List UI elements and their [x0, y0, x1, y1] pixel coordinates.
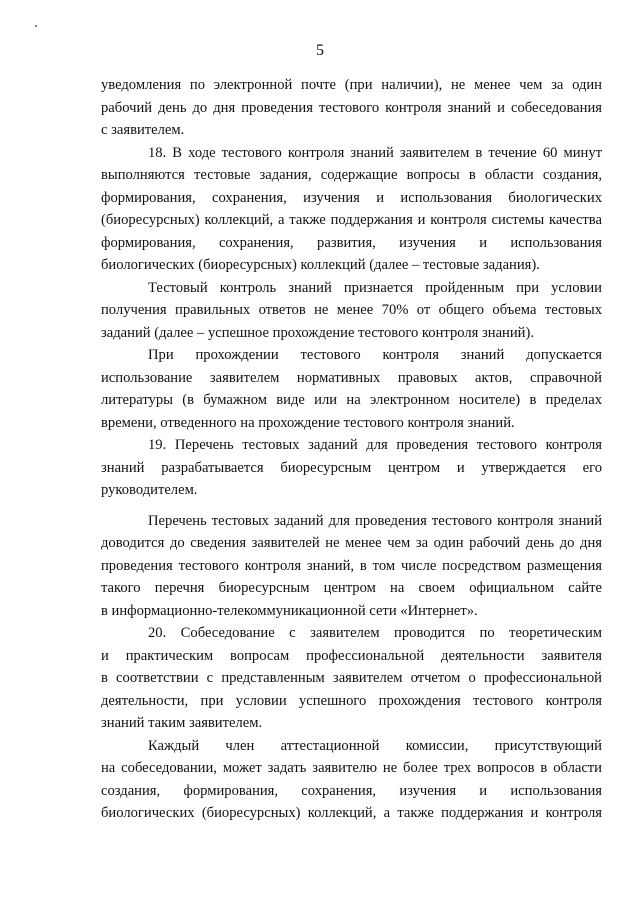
text-line: уведомления по электронной почте (при наличии), не менее чем за один — [101, 77, 602, 93]
text-line: 19. Перечень тестовых заданий для проведения тестового контроля — [148, 437, 602, 453]
text-line: деятельности, при условии успешного прохождения тестового контроля — [101, 692, 602, 709]
text-line: Каждый член аттестационной комиссии, присутствующий — [148, 737, 602, 754]
text-line: выполняются тестовые задания, содержащие вопросы в области создания, — [101, 167, 602, 183]
text-line: заданий (далее – успешное прохождение тестового контроля знаний). — [101, 324, 534, 341]
text-line: в информационно-телекоммуникационной сети «Интернет». — [101, 602, 478, 619]
text-line: Тестовый контроль знаний признается пройденным при условии — [148, 279, 602, 296]
text-line: руководителем. — [101, 482, 198, 498]
text-line: в соответствии с представленным заявителем отчетом о профессиональной — [101, 670, 602, 686]
text-line: литературы (в бумажном виде или на электронном носителе) в пределах — [101, 392, 602, 408]
text-line: биологических (биоресурсных) коллекций, а также поддержания и контроля — [101, 805, 602, 821]
text-line: биологических (биоресурсных) коллекций (далее – тестовые задания). — [101, 257, 540, 273]
text-line: с заявителем. — [101, 122, 185, 138]
text-line: Перечень тестовых заданий для проведения тестового контроля знаний — [148, 512, 602, 529]
text-line: знаний разрабатывается биоресурсным центром и утверждается его — [101, 459, 602, 476]
scan-speck — [35, 25, 37, 27]
text-line: времени, отведенного на прохождение тестового контроля знаний. — [101, 414, 515, 431]
text-line: на собеседовании, может задать заявителю не более трех вопросов в области — [101, 760, 602, 776]
text-line: При прохождении тестового контроля знаний допускается — [148, 347, 602, 363]
text-line: и практическим вопросам профессиональной деятельности заявителя — [101, 647, 602, 664]
text-line: такого перечня биоресурсным центром на своем официальном сайте — [101, 580, 602, 596]
paragraph-gap — [101, 502, 602, 510]
page-number: 5 — [316, 42, 324, 59]
text-line: (биоресурсных) коллекций, а также поддержания и контроля системы качества — [101, 212, 602, 228]
text-line: использование заявителем нормативных правовых актов, справочной — [101, 369, 602, 386]
text-line: знаний таким заявителем. — [101, 715, 263, 731]
text-line: рабочий день до дня проведения тестового контроля знаний и собеседования — [101, 99, 602, 116]
text-line: 18. В ходе тестового контроля знаний заявителем в течение 60 минут — [148, 144, 602, 161]
text-line: проведения тестового контроля знаний, в том числе посредством размещения — [101, 557, 602, 574]
text-line: получения правильных ответов не менее 70% от общего объема тестовых — [101, 302, 602, 318]
text-line: 20. Собеседование с заявителем проводится по теоретическим — [148, 625, 602, 641]
text-line: формирования, сохранения, изучения и использования биологических — [101, 189, 602, 206]
text-line: формирования, сохранения, развития, изучения и использования — [101, 234, 602, 251]
text-line: создания, формирования, сохранения, изучения и использования — [101, 782, 602, 799]
body-text — [101, 74, 602, 825]
text-line: доводится до сведения заявителей не менее чем за один рабочий день до дня — [101, 535, 602, 551]
